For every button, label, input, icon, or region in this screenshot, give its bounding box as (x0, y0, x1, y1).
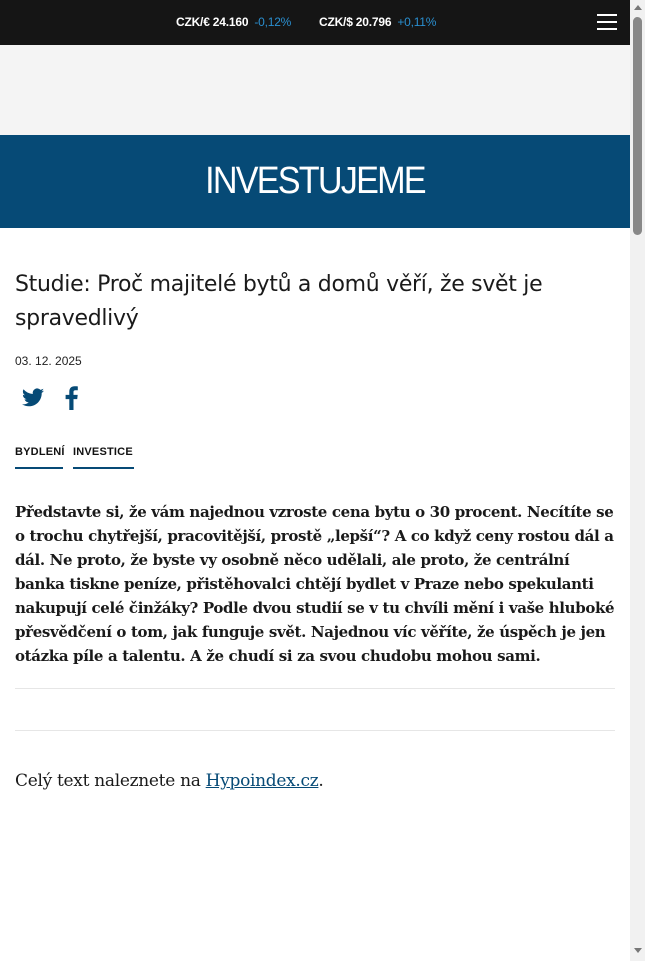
facebook-icon[interactable] (62, 386, 80, 410)
twitter-icon[interactable] (21, 386, 45, 410)
source-link[interactable]: Hypoindex.cz (205, 771, 319, 791)
scroll-up-icon[interactable] (634, 5, 642, 10)
scrollbar-thumb[interactable] (633, 17, 642, 235)
article-title: Studie: Proč majitelé bytů a domů věří, že svět je spravedlivý (15, 272, 543, 331)
ad-space (0, 45, 630, 135)
hamburger-menu-icon[interactable] (597, 13, 617, 31)
divider (15, 730, 615, 731)
article-perex: Představte si, že vám najednou vzroste cena bytu o 30 procent. Necítíte se o trochu chytřejší, pracovitější, prostě „lepší“? A co když ceny rostou dál a dál. Ne proto, že byste vy osobně něco udělali, ale proto, že centrální banka tiskne peníze, přistěhovalci chtějí bydlet v Praze nebo spekulanti nakupují celé činžáky? Podle dvou studií se v tu chvíli mění i vaše hluboké přesvědčení o tom, jak funguje svět. Najednou víc věříte, že úspěch je jen otázka píle a talentu. A že chudí si za svou chudobu mohou sami. (15, 503, 615, 665)
ticker-usd-change: +0,11% (397, 15, 437, 29)
source-prefix: Celý text naleznete na (15, 771, 206, 791)
ticker-eur-change: -0,12% (254, 15, 292, 29)
scrollbar[interactable] (630, 0, 645, 961)
scroll-down-icon[interactable] (634, 948, 642, 953)
ticker-usd-rate: CZK/$ 20.796 (319, 15, 392, 29)
ticker-usd (319, 15, 436, 29)
ticker-eur (176, 15, 291, 29)
tag-investice[interactable]: INVESTICE (73, 446, 134, 469)
ticker-eur-rate: CZK/€ 24.160 (176, 15, 249, 29)
top-bar (0, 0, 630, 45)
tag-bydleni[interactable]: BYDLENÍ (15, 446, 63, 469)
divider (15, 688, 615, 689)
source-suffix: . (318, 771, 324, 791)
source-note (15, 771, 324, 791)
site-logo[interactable]: INVESTUJEME (205, 160, 425, 202)
article-date: 03. 12. 2025 (15, 354, 82, 368)
